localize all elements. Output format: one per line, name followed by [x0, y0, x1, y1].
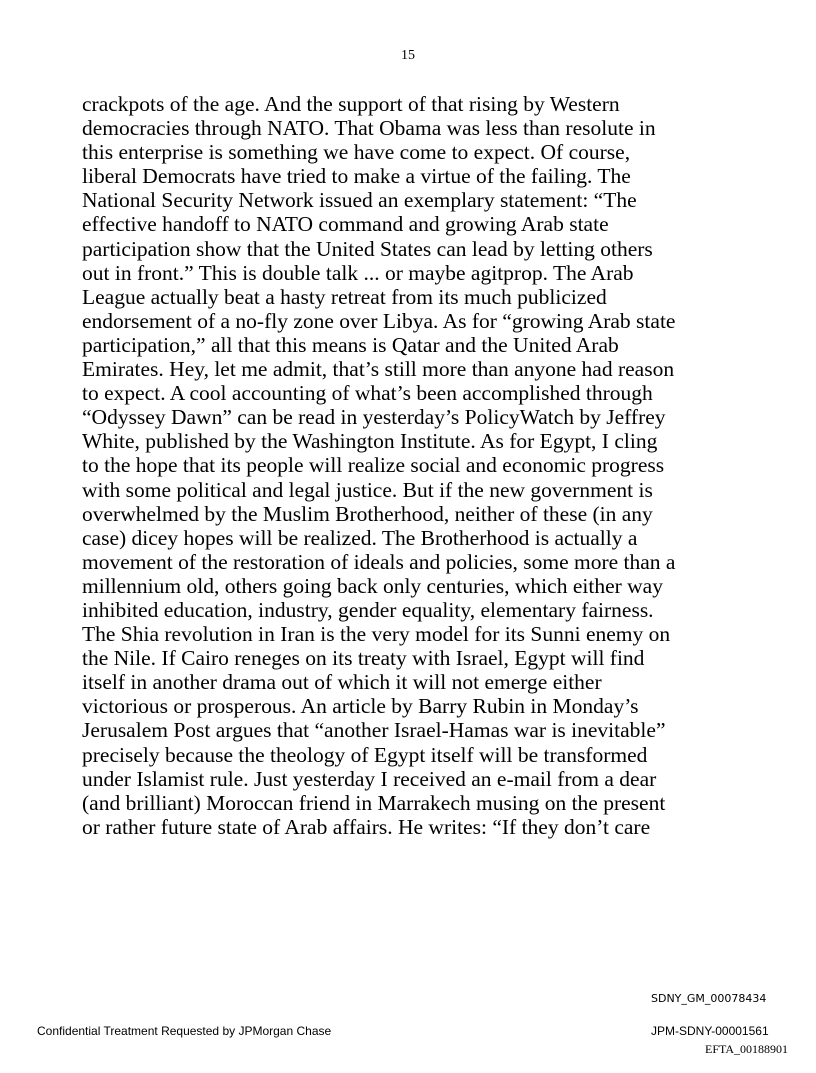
confidentiality-notice: Confidential Treatment Requested by JPMorgan Chase	[37, 1024, 332, 1038]
text-line: The Shia revolution in Iran is the very model for its Sunni enemy on	[82, 622, 671, 647]
text-line: effective handoff to NATO command and growing Arab state	[82, 212, 609, 237]
text-line: “Odyssey Dawn” can be read in yesterday’s PolicyWatch by Jeffrey	[82, 405, 666, 430]
text-line: participation,” all that this means is Qatar and the United Arab	[82, 332, 619, 357]
text-line: League actually beat a hasty retreat from its much publicized	[82, 284, 607, 309]
text-line: White, published by the Washington Institute. As for Egypt, I cling	[82, 429, 658, 454]
text-line: to the hope that its people will realize social and economic progress	[82, 453, 665, 478]
text-line: Jerusalem Post argues that “another Israel-Hamas war is inevitable”	[82, 718, 666, 743]
bates-number-jpm: JPM-SDNY-00001561	[651, 1024, 769, 1038]
text-line: under Islamist rule. Just yesterday I received an e-mail from a dear	[82, 766, 657, 791]
text-line: precisely because the theology of Egypt itself will be transformed	[82, 742, 648, 767]
text-line: crackpots of the age. And the support of that rising by Western	[82, 92, 620, 116]
text-line: or rather future state of Arab affairs. He writes: “If they don’t care	[82, 814, 651, 839]
text-line: (and brilliant) Moroccan friend in Marrakech musing on the present	[82, 790, 666, 815]
text-line: with some political and legal justice. But if the new government is	[82, 477, 653, 502]
body-text	[82, 92, 742, 839]
text-line: out in front.” This is double talk ... or maybe agitprop. The Arab	[82, 260, 634, 285]
text-line: to expect. A cool accounting of what’s been accomplished through	[82, 381, 653, 406]
text-line: itself in another drama out of which it will not emerge either	[82, 670, 602, 695]
text-line: National Security Network issued an exemplary statement: “The	[82, 188, 637, 213]
text-line: the Nile. If Cairo reneges on its treaty with Israel, Egypt will find	[82, 646, 645, 671]
text-line: millennium old, others going back only centuries, which either way	[82, 573, 663, 598]
text-line: movement of the restoration of ideals and policies, some more than a	[82, 549, 676, 574]
text-line: democracies through NATO. That Obama was less than resolute in	[82, 116, 656, 141]
text-line: liberal Democrats have tried to make a virtue of the failing. The	[82, 164, 631, 189]
page-number: 15	[401, 48, 415, 63]
bates-number-gm: SDNY_GM_00078434	[651, 992, 767, 1005]
text-line: this enterprise is something we have come to expect. Of course,	[82, 140, 631, 165]
text-line: Emirates. Hey, let me admit, that’s still more than anyone had reason	[82, 357, 675, 382]
text-line: overwhelmed by the Muslim Brotherhood, neither of these (in any	[82, 501, 653, 526]
text-line: case) dicey hopes will be realized. The Brotherhood is actually a	[82, 525, 638, 550]
text-line: victorious or prosperous. An article by Barry Rubin in Monday’s	[82, 694, 639, 719]
text-line: participation show that the United States can lead by letting others	[82, 236, 653, 261]
text-line: endorsement of a no-fly zone over Libya. As for “growing Arab state	[82, 308, 676, 333]
bates-number-efta: EFTA_00188901	[705, 1042, 789, 1056]
text-line: inhibited education, industry, gender equality, elementary fairness.	[82, 597, 654, 622]
